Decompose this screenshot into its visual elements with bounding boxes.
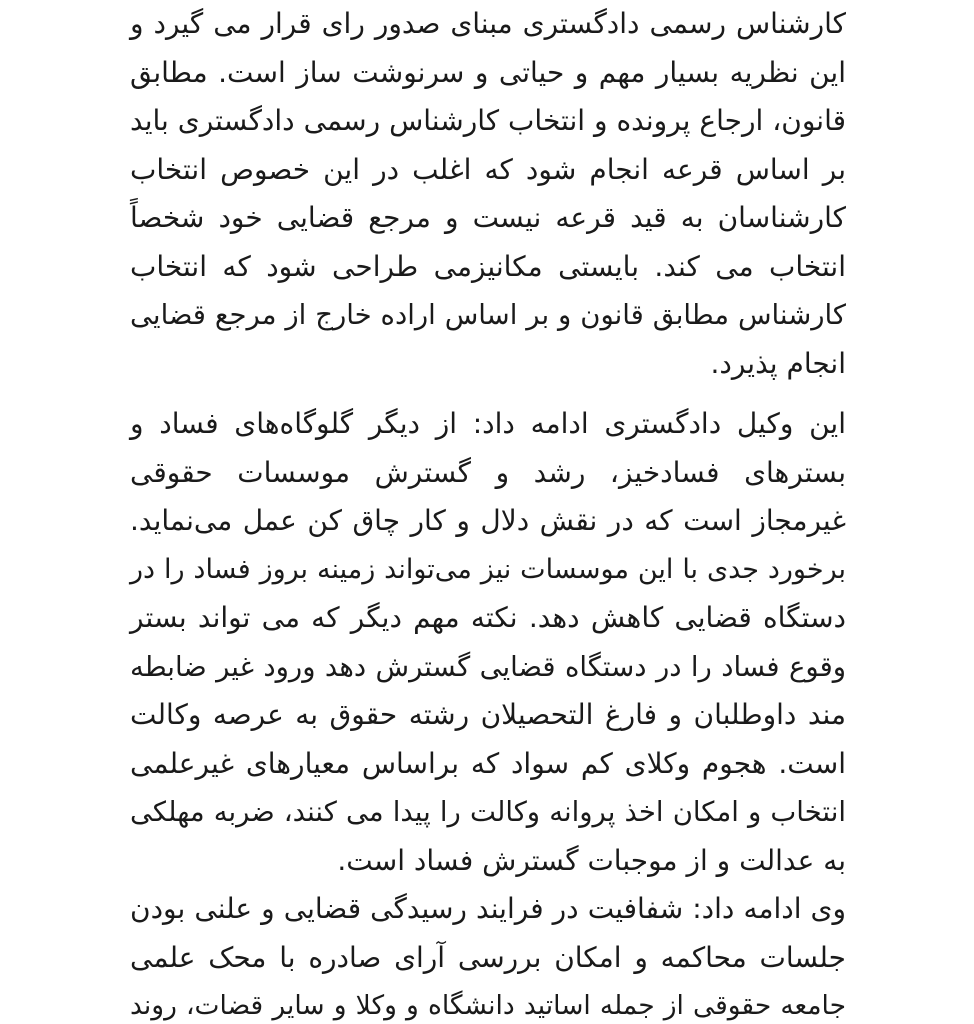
text-line: این نظریه بسیار مهم و حیاتی و سرنوشت ساز است. مطابق: [130, 55, 846, 89]
text-line: کارشناس رسمی دادگستری مبنای صدور رای قرار می گیرد و: [130, 7, 846, 40]
text-line: غیرمجاز است که در نقش دلال و کار چاق کن عمل می‌نماید.: [130, 504, 846, 537]
text-line: وقوع فساد را در دستگاه قضایی گسترش دهد ورود غیر ضابطه: [130, 650, 846, 683]
text-line: است. هجوم وکلای کم سواد که براساس معیارهای غیرعلمی: [130, 746, 846, 780]
text-line: دستگاه قضایی کاهش دهد. نکته مهم دیگر که می تواند بستر: [130, 601, 846, 634]
text-line: انتخاب می کند. بایستی مکانیزمی طراحی شود که انتخاب: [130, 249, 846, 283]
text-line: بسترهای فسادخیز، رشد و گسترش موسسات حقوقی: [130, 455, 846, 489]
paragraph-expert-selection: [130, 0, 846, 388]
paragraph-transparency: [130, 885, 846, 1024]
text-line: برخورد جدی با این موسسات نیز می‌تواند زمینه بروز فساد را در: [130, 553, 846, 585]
text-line: بر اساس قرعه انجام شود که اغلب در این خصوص انتخاب: [130, 152, 846, 186]
text-line: جلسات محاکمه و امکان بررسی آرای صادره با محک علمی: [130, 940, 846, 974]
text-line: این وکیل دادگستری ادامه داد: از دیگر گلوگاه‌های فساد و: [130, 407, 846, 440]
text-line: قانون، ارجاع پرونده و انتخاب کارشناس رسمی دادگستری باید: [130, 104, 846, 137]
text-line: کارشناسان به قید قرعه نیست و مرجع قضایی خود شخصاً: [130, 201, 846, 234]
text-line: مند داوطلبان و فارغ التحصیلان رشته حقوق به عرصه وکالت: [130, 698, 846, 731]
text-line: به عدالت و از موجبات گسترش فساد است.: [337, 843, 846, 877]
text-line: انجام پذیرد.: [710, 346, 846, 380]
paragraph-corruption-bottlenecks: [130, 400, 846, 885]
text-line: کارشناس مطابق قانون و بر اساس اراده خارج از مرجع قضایی: [130, 299, 846, 331]
text-line: وی ادامه داد: شفافیت در فرایند رسیدگی قضایی و علنی بودن: [130, 892, 846, 925]
text-line: انتخاب و امکان اخذ پروانه وکالت را پیدا می کنند، ضربه مهلکی: [130, 796, 846, 828]
text-line: جامعه حقوقی از جمله اساتید دانشگاه و وکلا و سایر قضات، روند: [130, 990, 846, 1021]
